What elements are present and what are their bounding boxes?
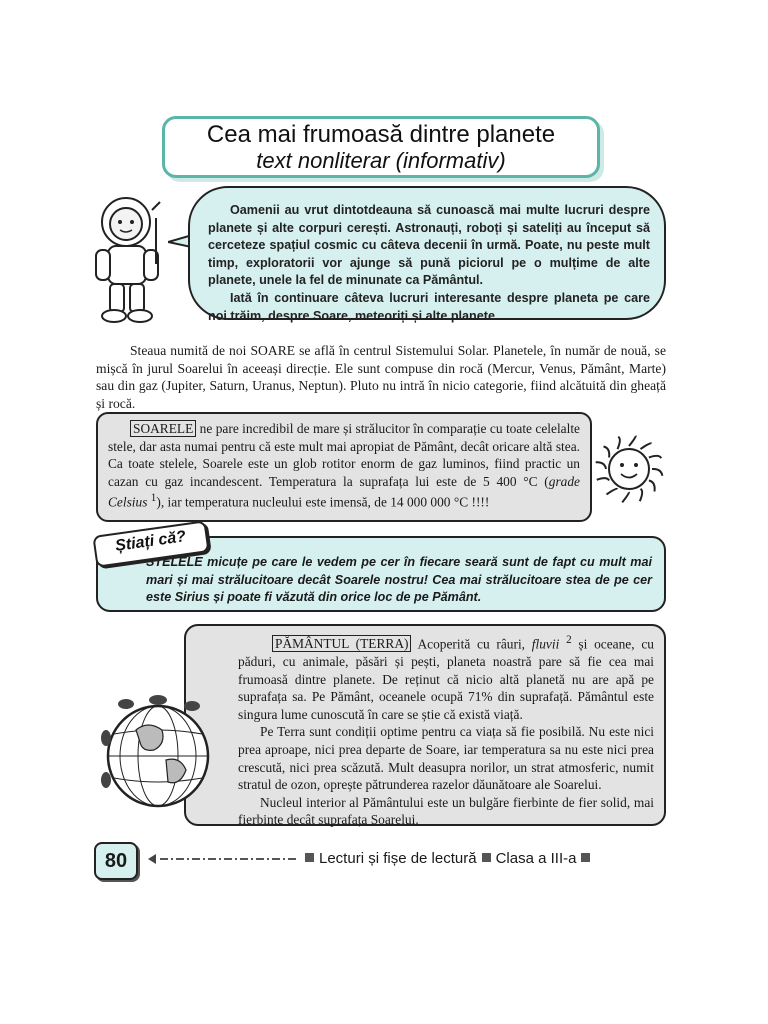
intro-paragraph-1: Oamenii au vrut dintotdeauna să cunoască mai multe lucruri despre planete și alte corpuri cerești. Astronauți, roboți și sateliți au început să cerceteze spațiul cosmic cu câteva decenii în urmă. Poate, nu peste mult timp, exploratorii vor ajunge să pună piciorul pe o mulțime de alte planete, unele la fel de minunate ca Pământul. xyxy=(208,203,650,288)
square-bullet-icon xyxy=(581,853,590,862)
square-bullet-icon xyxy=(482,853,491,862)
sun-ray xyxy=(641,443,652,449)
sun-illustration xyxy=(592,420,666,518)
sun-ray xyxy=(629,436,636,446)
earth-paragraph-2: Pe Terra sunt condiții optime pentru ca viața să fie posibilă. Nu este nici prea aproape, nici prea departe de Soare, iar temperatura sa nu este nici prea crescută, nici prea scăzută. Mult deasupra norilor, un strat atmosferic, numit stratul de ozon, oprește pătrunderea razelor dăunătoare ale Soarelui. xyxy=(238,724,654,793)
sun-paragraph xyxy=(108,420,580,511)
did-you-know-text: STELELE micuțe pe care le vedem pe cer în fiecare seară sunt de fapt cu mult mai mari și mai strălucitoare decât Soarele nostru! Cea mai strălucitoare stea de pe cer este Sirius și poate fi văzută din orice loc de pe Pământ. xyxy=(146,555,652,605)
sun-ray xyxy=(640,489,642,501)
page-title: Cea mai frumoasă dintre planete xyxy=(206,121,556,148)
earth-paragraph-3: Nucleul interior al Pământului este un bulgăre fierbinte de fier solid, mai fierbinte decât suprafața Soarelui. xyxy=(238,794,654,828)
sun-footnote: 1 xyxy=(150,492,157,505)
sun-text-b: ), iar temperatura nucleului este imensă, de 14 000 000 °C !!!! xyxy=(156,494,490,510)
sun-ray xyxy=(649,481,655,492)
page-number: 80 xyxy=(94,842,138,880)
sun-ray xyxy=(606,489,617,495)
intro-paragraph-2: Iată în continuare câteva lucruri interesante despre planeta pe care noi trăim, despre Soare, meteoriți și alte planete. xyxy=(208,290,650,323)
sun-ray xyxy=(618,437,620,449)
sun-ray xyxy=(622,492,629,502)
grade-label: Clasa a III-a xyxy=(495,850,577,867)
sun-ray xyxy=(597,478,609,480)
earth-info-box xyxy=(184,624,666,826)
earth-term: fluvii xyxy=(531,636,560,652)
earth-footnote: 2 xyxy=(566,634,572,646)
page-subtitle: text nonliterar (informativ) xyxy=(256,148,506,173)
sun-heading: SOARELE xyxy=(130,420,196,437)
did-you-know-label: Știați că? xyxy=(92,520,209,568)
footer-text xyxy=(300,849,670,869)
sun-ray xyxy=(652,469,662,476)
sun-term: grade Celsius xyxy=(108,473,580,510)
sun-ray xyxy=(604,446,610,457)
earth-p1-a: Acoperită cu râuri, xyxy=(411,636,532,652)
sun-ray xyxy=(649,456,661,458)
earth-p1-b: și oceane, cu păduri, cu animale, păsări și pești, planeta noastră pare să fie cea mai frumoasă dintre planete. De reținut că nicio altă planetă nu are apă pe suprafața sa. Pe Pământ, oceanele ocupă 71% din suprafață. Pământul este singura lume cunoscută în care se știe că există viață. xyxy=(238,636,654,722)
title-box xyxy=(162,116,600,178)
book-title: Lecturi și fișe de lectură xyxy=(319,850,477,867)
globe-illustration xyxy=(96,690,216,814)
sun-ray xyxy=(596,462,606,469)
footer-dashed-arrow xyxy=(146,852,302,866)
sun-text-a: ne pare incredibil de mare și strălucitor în comparație cu toate celelalte stele, dar asta numai pentru că este mult mai apropiat de Pământ, decât oricare altă stea. Ca toate stelele, Soarele este un glob rotitor enorm de gaz luminos, fiind practic un cazan cu gaz incandescent. Temperatura la suprafața lui este de 5 400 °C ( xyxy=(108,421,580,489)
sun-info-box xyxy=(96,412,592,522)
square-bullet-icon xyxy=(305,853,314,862)
earth-heading: PĂMÂNTUL (TERRA) xyxy=(272,635,411,652)
intro-speech-bubble xyxy=(188,186,666,323)
solar-system-paragraph: Steaua numită de noi SOARE se află în centrul Sistemului Solar. Planetele, în număr de nouă, se mișcă în jurul Soarelui în aceeași direcție. Ele sunt compuse din rocă (Mercur, Venus, Pământ, Marte) sau din gaz (Jupiter, Saturn, Uranus, Neptun). Pluto nu intră în nicio categorie, fiind alcătuită din gheață și rocă. xyxy=(96,343,666,411)
earth-paragraph-1 xyxy=(238,632,654,723)
astronaut-illustration xyxy=(92,188,174,328)
